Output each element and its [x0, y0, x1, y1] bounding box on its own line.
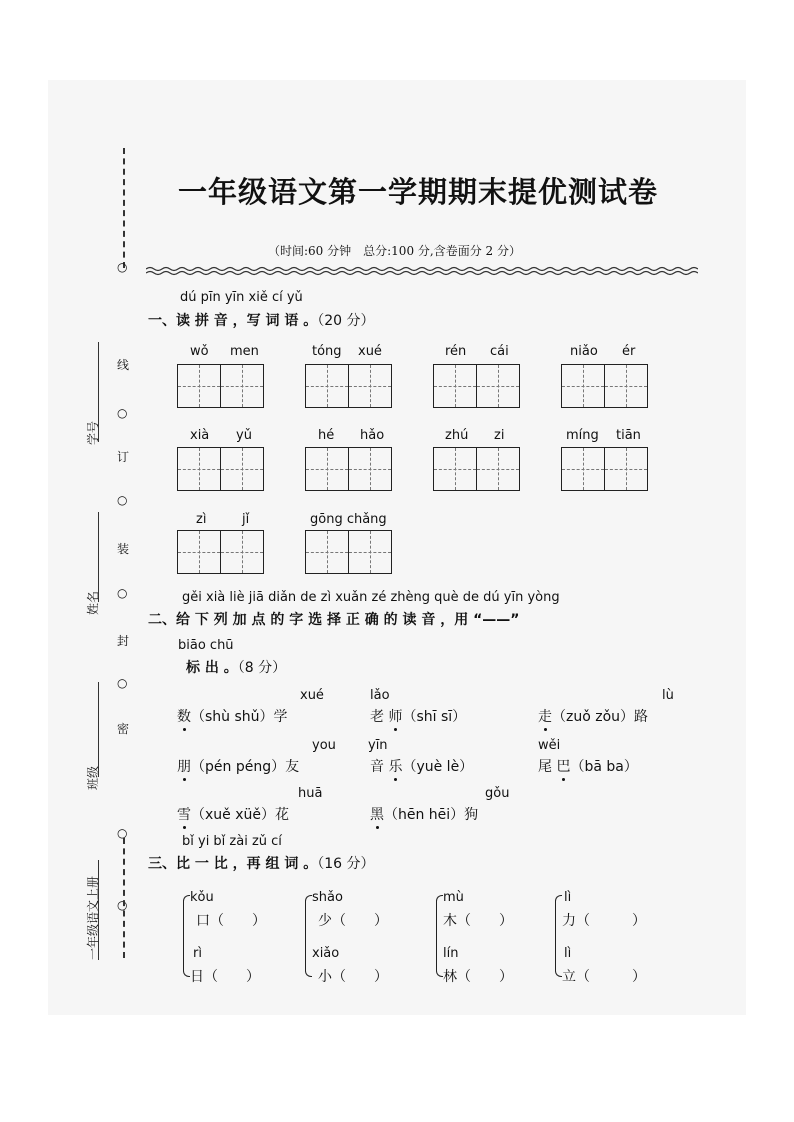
- section1-title: 一、读 拼 音 ，写 词 语 。: [148, 313, 318, 329]
- word-pinyin: hǎo: [360, 428, 385, 443]
- word-blank[interactable]: 日（ ）: [190, 969, 260, 985]
- word-pinyin: wǒ: [190, 344, 209, 359]
- options: （shù shǔ）学: [191, 709, 288, 725]
- dotted-char: 黑: [370, 807, 384, 823]
- binding-margin: [112, 148, 132, 958]
- writing-grid[interactable]: [177, 530, 264, 574]
- pair-pinyin: lín: [443, 946, 459, 961]
- plain-char: 老: [370, 709, 384, 725]
- plain-char: 音: [370, 759, 384, 775]
- hint-pinyin: lǎo: [370, 688, 390, 703]
- word-pinyin: zhú: [445, 428, 469, 443]
- writing-grid[interactable]: [177, 447, 264, 491]
- word-pinyin: hé: [318, 428, 335, 443]
- exam-info: （时间:60 分钟 总分:100 分,含卷面分 2 分）: [268, 244, 521, 258]
- pair-pinyin: lì: [564, 890, 572, 905]
- section3-points: （16 分）: [317, 856, 375, 872]
- word-pinyin: xià: [190, 428, 210, 443]
- hint-pinyin: xué: [300, 688, 324, 703]
- word-pinyin: xué: [358, 344, 382, 359]
- word-blank[interactable]: 林（ ）: [443, 969, 513, 985]
- writing-grid[interactable]: [561, 447, 648, 491]
- writing-grid[interactable]: [433, 364, 520, 408]
- section1-points: （20 分）: [317, 313, 375, 329]
- word-pinyin: zì: [196, 512, 207, 527]
- word-pinyin: ér: [622, 344, 636, 359]
- binding-circle: ○: [117, 826, 128, 840]
- plain-char: 尾: [538, 759, 552, 775]
- hint-pinyin: you: [312, 738, 336, 753]
- question-item[interactable]: [370, 804, 478, 824]
- question-item[interactable]: [538, 756, 638, 776]
- binding-circle: ○: [117, 898, 128, 912]
- student-number-label: 学号: [86, 420, 100, 445]
- compare-brace: [555, 895, 562, 977]
- word-pinyin: zi: [494, 428, 505, 443]
- section2-heading: 二、给 下 列 加 点 的 字 选 择 正 确 的 读 音 ，用 “——”: [148, 612, 520, 628]
- word-pinyin: cái: [490, 344, 509, 359]
- word-blank[interactable]: 力（ ）: [562, 913, 646, 929]
- dotted-char: 数: [177, 709, 191, 725]
- options: （zuǒ zǒu）路: [552, 709, 649, 725]
- hint-pinyin: gǒu: [485, 786, 510, 801]
- binding-dashes: [118, 148, 125, 268]
- page-title: 一年级语文第一学期期末提优测试卷: [178, 175, 659, 209]
- question-item[interactable]: [177, 804, 289, 824]
- dotted-char: 乐: [388, 759, 403, 775]
- binding-circle: ○: [117, 260, 128, 274]
- writing-grid[interactable]: [561, 364, 648, 408]
- dotted-char: 朋: [177, 759, 191, 775]
- pair-pinyin: xiǎo: [312, 946, 340, 961]
- pair-pinyin: rì: [193, 946, 202, 961]
- compare-brace: [305, 895, 312, 977]
- section2-heading2: [186, 657, 286, 677]
- dotted-char: 走: [538, 709, 552, 725]
- binding-dashes: [123, 838, 125, 958]
- options: （shī sī）: [402, 709, 467, 725]
- word-blank[interactable]: 小（ ）: [318, 969, 388, 985]
- options: （hēn hēi）狗: [384, 807, 479, 823]
- options: （pén péng）友: [191, 759, 300, 775]
- section2-pinyin2: biāo chū: [178, 638, 234, 653]
- wavy-divider: [146, 266, 698, 276]
- hint-pinyin: huā: [298, 786, 323, 801]
- options: （yuè lè）: [402, 759, 474, 775]
- line-char: 线: [117, 358, 130, 372]
- hint-pinyin: wěi: [538, 738, 561, 753]
- word-pinyin: tóng: [312, 344, 342, 359]
- writing-grid[interactable]: [305, 447, 392, 491]
- question-item[interactable]: [177, 756, 299, 776]
- writing-grid[interactable]: [305, 530, 392, 574]
- line-char: 订: [117, 450, 130, 464]
- question-item[interactable]: [370, 756, 473, 776]
- pair-pinyin: mù: [443, 890, 464, 905]
- section3-pinyin: bǐ yi bǐ zài zǔ cí: [182, 834, 282, 849]
- class-label: 班级: [86, 765, 100, 790]
- underline: [98, 512, 99, 602]
- writing-grid[interactable]: [433, 447, 520, 491]
- word-pinyin: gōng chǎng: [310, 512, 387, 527]
- word-pinyin: niǎo: [570, 344, 598, 359]
- compare-brace: [436, 895, 443, 977]
- binding-circle: ○: [117, 586, 128, 600]
- book-label: 一年级语文上册: [86, 875, 100, 960]
- word-blank[interactable]: 少（ ）: [318, 913, 388, 929]
- hint-pinyin: yīn: [368, 738, 388, 753]
- word-pinyin: men: [230, 344, 259, 359]
- pair-pinyin: lì: [564, 946, 572, 961]
- section1-heading: [148, 310, 375, 330]
- writing-grid[interactable]: [305, 364, 392, 408]
- word-pinyin: yǔ: [236, 428, 252, 443]
- question-item[interactable]: [370, 706, 466, 726]
- question-item[interactable]: [538, 706, 648, 726]
- pair-pinyin: kǒu: [190, 890, 214, 905]
- line-char: 封: [117, 634, 130, 648]
- underline: [98, 682, 99, 777]
- options: （bā ba）: [570, 759, 638, 775]
- word-blank[interactable]: 口（ ）: [196, 913, 266, 929]
- section2-pinyin: gěi xià liè jiā diǎn de zì xuǎn zé zhèng què de dú yīn yòng: [182, 590, 560, 605]
- name-label: 姓名: [86, 590, 100, 615]
- hint-pinyin: lù: [662, 688, 674, 703]
- section2-points: （8 分）: [237, 660, 287, 676]
- compare-brace: [183, 895, 190, 977]
- word-pinyin: rén: [445, 344, 467, 359]
- section2-title2: 标 出 。: [186, 660, 238, 676]
- question-item[interactable]: [177, 706, 288, 726]
- word-blank[interactable]: 木（ ）: [443, 913, 513, 929]
- dotted-char: 巴: [556, 759, 571, 775]
- dotted-char: 雪: [177, 807, 191, 823]
- line-char: 装: [117, 542, 130, 556]
- section1-pinyin: dú pīn yīn xiě cí yǔ: [180, 290, 303, 305]
- exam-sheet: [48, 80, 746, 1015]
- line-char: 密: [117, 722, 130, 736]
- writing-grid[interactable]: [177, 364, 264, 408]
- binding-circle: ○: [117, 406, 128, 420]
- binding-circle: ○: [117, 676, 128, 690]
- word-blank[interactable]: 立（ ）: [562, 969, 646, 985]
- options: （xuě xüě）花: [191, 807, 289, 823]
- dotted-char: 师: [388, 709, 403, 725]
- section3-title: 三、比 一 比 ，再 组 词 。: [148, 856, 318, 872]
- word-pinyin: tiān: [616, 428, 641, 443]
- binding-circle: ○: [117, 493, 128, 507]
- word-pinyin: míng: [566, 428, 599, 443]
- pair-pinyin: shǎo: [312, 890, 343, 905]
- section3-heading: [148, 853, 375, 873]
- word-pinyin: jǐ: [242, 512, 250, 527]
